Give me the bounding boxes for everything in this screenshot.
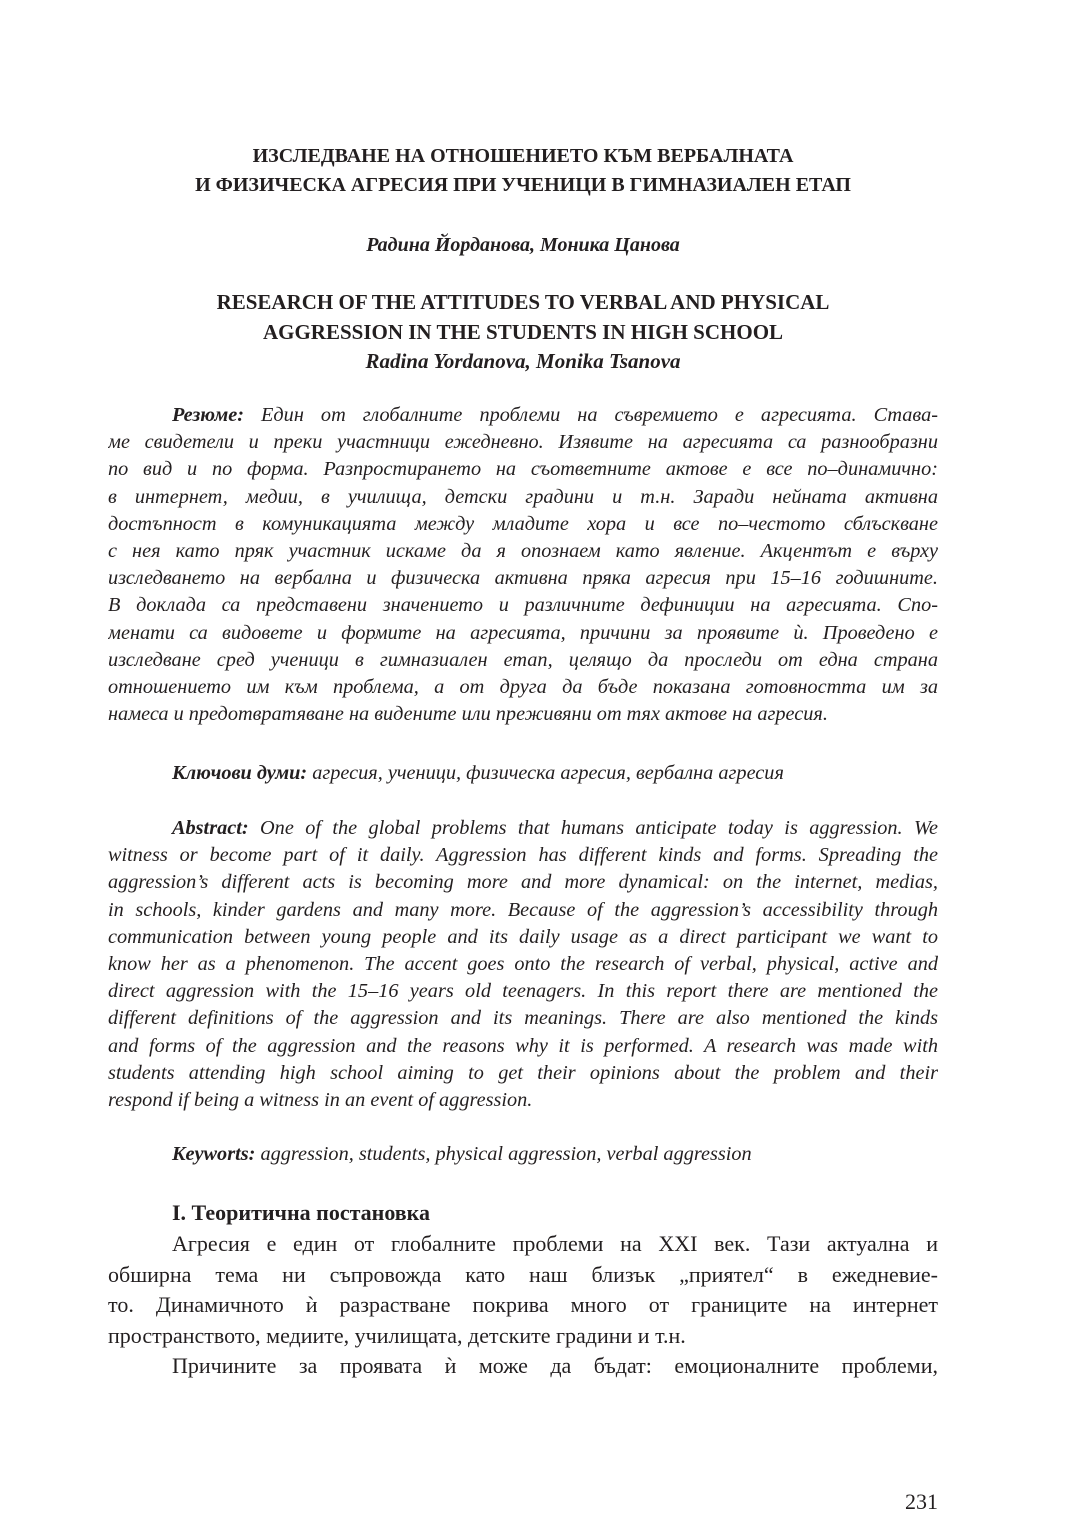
summary-line: изследването на вербална и физическа активна пряка агресия при 15–16 годишните. [108, 567, 938, 590]
summary-line: Резюме: Един от глобалните проблеми на съвремието е агресията. Става- [172, 404, 938, 426]
keywords-english-label: Keyworts: [172, 1143, 256, 1165]
abstract-line: in schools, kinder gardens and many more. Because of the aggression’s accessibility through [108, 898, 938, 921]
abstract-line: communication between young people and its daily usage as a direct participant we want to [108, 925, 938, 948]
abstract-line: aggression’s different acts is becoming more and more dynamical: on the internet, medias, [108, 871, 938, 894]
title-bulgarian-line: И ФИЗИЧЕСКА АГРЕСИЯ ПРИ УЧЕНИЦИ В ГИМНАЗИАЛЕН ЕТАП [195, 174, 851, 196]
keywords-english-text: aggression, students, physical aggression, verbal aggression [260, 1143, 752, 1165]
keywords-bulgarian [172, 760, 938, 787]
summary-line: менати са видовете и формите на агресията, причини за проявите ѝ. Проведено е [108, 621, 938, 644]
title-english-line: AGGRESSION IN THE STUDENTS IN HIGH SCHOOL [262, 319, 784, 344]
section-body [108, 1229, 938, 1382]
abstract-label: Abstract: [172, 817, 249, 839]
abstract-line: witness or become part of it daily. Aggression has different kinds and forms. Spreading the [108, 844, 938, 867]
abstract-line: students attending high school aiming to get their opinions about the problem and their [108, 1061, 938, 1084]
summary-line: В доклада са представени значението и различните дефиниции на агресията. Спо- [108, 594, 938, 617]
page [108, 0, 938, 1534]
summary-line: изследване сред ученици в гимназиален етап, целящо да проследи от една страна [108, 648, 938, 671]
abstract-line: direct aggression with the 15–16 years old teenagers. In this report there are mentioned the [108, 980, 938, 1003]
title-bulgarian-line: ИЗСЛЕДВАНЕ НА ОТНОШЕНИЕТО КЪМ ВЕРБАЛНАТА [252, 145, 794, 167]
abstract-line: and forms of the aggression and the reasons why it is performed. A research was made with [108, 1034, 938, 1057]
title-english [108, 288, 938, 377]
page-number: 231 [905, 1489, 938, 1514]
keywords-bulgarian-label: Ключови думи: [172, 762, 308, 784]
summary-line: отношението им към проблема, а от друга да бъде показана готовността им за [108, 675, 938, 698]
keywords-english [172, 1141, 938, 1168]
abstract-line: respond if being a witness in an event of aggression. [108, 1088, 533, 1111]
summary-bulgarian [108, 402, 938, 728]
summary-line: намеса и предотвратяване на видените или преживяни от тях актове на агресия. [108, 703, 828, 726]
summary-line: ме свидетели и преки участници ежедневно. Изявите на агресията са разнообразни [108, 431, 938, 454]
section-heading: I. Теоритична постановка [172, 1200, 431, 1225]
abstract-line: know her as a phenomenon. The accent goes onto the research of verbal, physical, active and [108, 952, 938, 975]
body-line: обширна тема ни съпровожда като наш близък „приятел“ в ежедневие- [108, 1261, 938, 1287]
summary-line: по вид и по форма. Разпростирането на съответните актове е все по–динамично: [108, 458, 938, 481]
abstract-line: Abstract: One of the global problems that humans anticipate today is aggression. We [172, 817, 938, 839]
summary-line: с нея като пряк участник искаме да я опознаем като явление. Акцентът е върху [108, 539, 938, 562]
body-line: Агресия е един от глобалните проблеми на XXI век. Тази актуална и [172, 1231, 938, 1256]
authors-english: Radina Yordanova, Monika Tsanova [365, 349, 681, 373]
title-bulgarian [108, 142, 938, 200]
abstract-line: different definitions of the aggression and its meanings. There are also mentioned the kinds [108, 1007, 938, 1030]
abstract-english [108, 815, 938, 1114]
title-english-line: RESEARCH OF THE ATTITUDES TO VERBAL AND PHYSICAL [216, 290, 830, 314]
keywords-bulgarian-text: агресия, ученици, физическа агресия, вербална агресия [312, 762, 784, 784]
body-line: пространството, медиите, училищата, детските градини и т.н. [108, 1322, 686, 1348]
summary-line: достъпност в комуникацията между младите хора и все по–честото сблъскване [108, 512, 938, 535]
body-line: то. Динамичното ѝ разрастване покрива много от границите на интернет [108, 1292, 938, 1317]
summary-label: Резюме: [172, 404, 244, 426]
summary-line: в интернет, медии, в училища, детски градини и т.н. Заради нейната активна [108, 485, 938, 508]
body-line: Причините за проявата ѝ може да бъдат: емоционалните проблеми, [172, 1353, 938, 1378]
authors-bulgarian: Радина Йорданова, Моника Цанова [366, 234, 680, 256]
